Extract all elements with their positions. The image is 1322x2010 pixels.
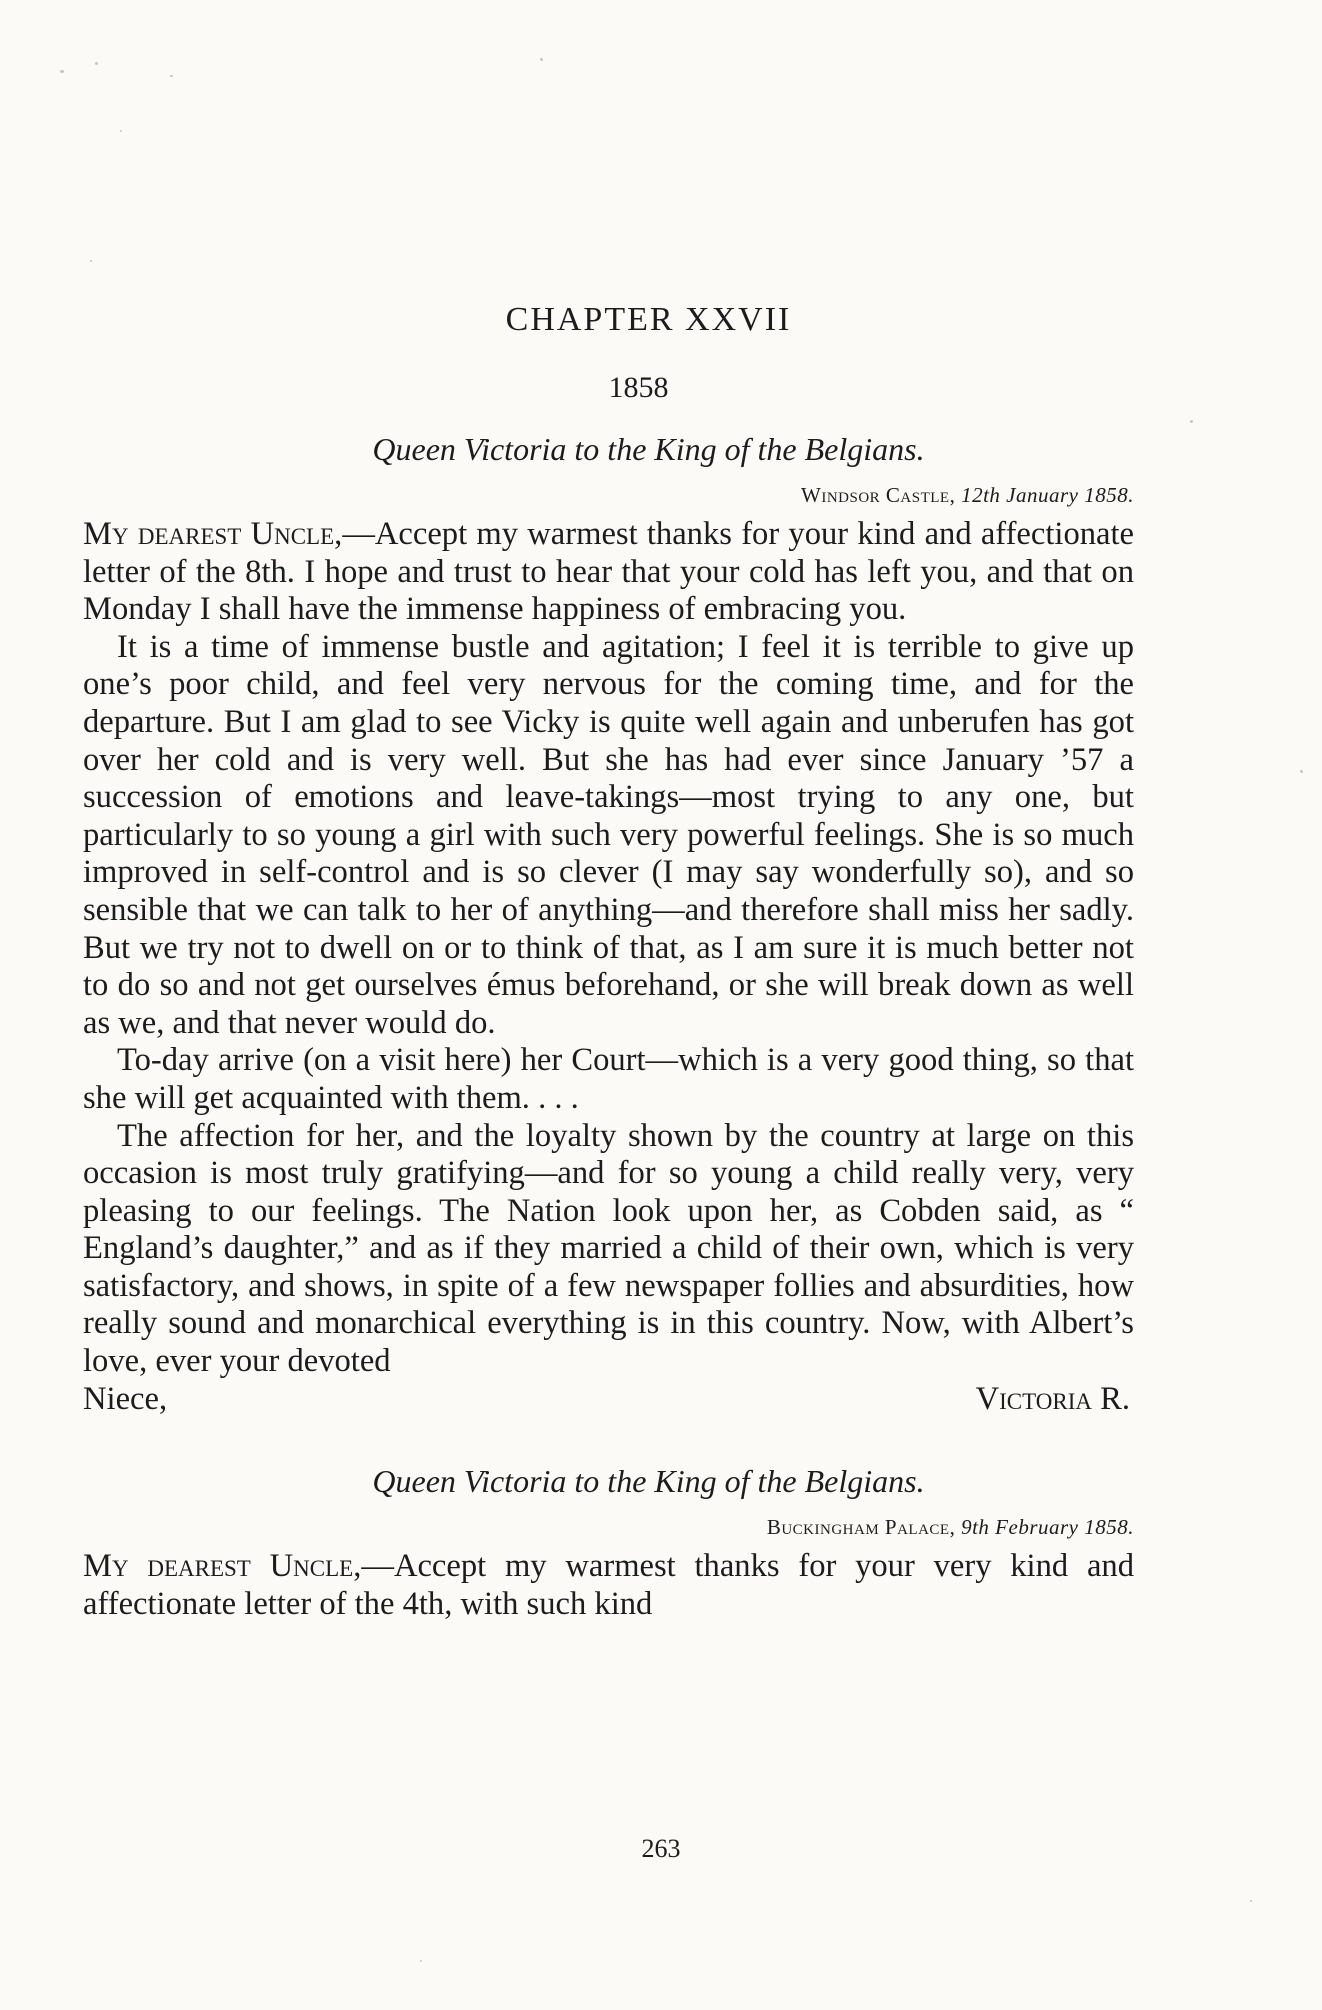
- letter-title: Queen Victoria to the King of the Belgians.: [372, 1463, 925, 1500]
- paragraph-text: —Accept my warmest thanks for your very kind and affectionate letter of the 4th, with such kind: [83, 1548, 1134, 1622]
- year-heading: 1858: [608, 371, 669, 404]
- letter-place-date: [83, 482, 1134, 508]
- signature: Victoria R.: [975, 1380, 1130, 1417]
- letter-place: Windsor Castle,: [801, 483, 956, 507]
- page-number: 263: [641, 1834, 681, 1863]
- text-column: [83, 300, 1134, 1623]
- letter-paragraph: The affection for her, and the loyalty shown by the country at large on this occasion is most truly gratifying—and for so young a child really very, very pleasing to our feelings. The Nation look upon her, as Cobden said, as “ England’s daughter,” and as if they married a child of their own, which is very satisfactory, and shows, in spite of a few newspaper follies and absurdities, how really sound and monarchical everything is in this country. Now, with Albert’s love, ever your devoted: [83, 1117, 1134, 1380]
- letter-paragraph: [83, 1548, 1134, 1623]
- letter-place-date: [83, 1514, 1134, 1540]
- letter-place: Buckingham Palace,: [766, 1515, 956, 1540]
- chapter-heading: CHAPTER XXVII: [505, 301, 792, 338]
- salutation: My dearest Uncle,: [83, 1548, 362, 1585]
- letter-1: [83, 430, 1134, 1418]
- letter-paragraph: [83, 516, 1134, 629]
- letter-title: Queen Victoria to the King of the Belgians.: [372, 431, 925, 467]
- letter-paragraph: It is a time of immense bustle and agitation; I feel it is terrible to give up one’s poor child, and feel very nervous for the coming time, and for the departure. But I am glad to see Vicky is quite well again and unberufen has got over her cold and is very well. But she has had ever since January ’57 a succession of emotions and leave-takings—most trying to any one, but particularly to so young a girl with such very powerful feelings. She is so much improved in self-control and is so clever (I may say wonderfully so), and so sensible that we can talk to her of anything—and therefore shall miss her sadly. But we try not to dwell on or to think of that, as I am sure it is much better not to do so and not get ourselves émus beforehand, or she will break down as well as we, and that never would do.: [83, 628, 1134, 1041]
- closing: Niece,: [83, 1380, 168, 1417]
- salutation: My dearest Uncle,: [83, 516, 343, 552]
- letter-signoff: [83, 1381, 1134, 1419]
- letter-date: 9th February 1858.: [961, 1515, 1134, 1540]
- paragraph-text: —Accept my warmest thanks for your kind and affectionate letter of the 8th. I hope and trust to hear that your cold has left you, and that on Monday I shall have the immense happiness of embracing you.: [83, 516, 1134, 628]
- letter-paragraph: To-day arrive (on a visit here) her Court—which is a very good thing, so that she will get acquainted with them. . . .: [83, 1042, 1134, 1116]
- letter-2: [83, 1462, 1134, 1623]
- letter-date: 12th January 1858.: [961, 483, 1134, 507]
